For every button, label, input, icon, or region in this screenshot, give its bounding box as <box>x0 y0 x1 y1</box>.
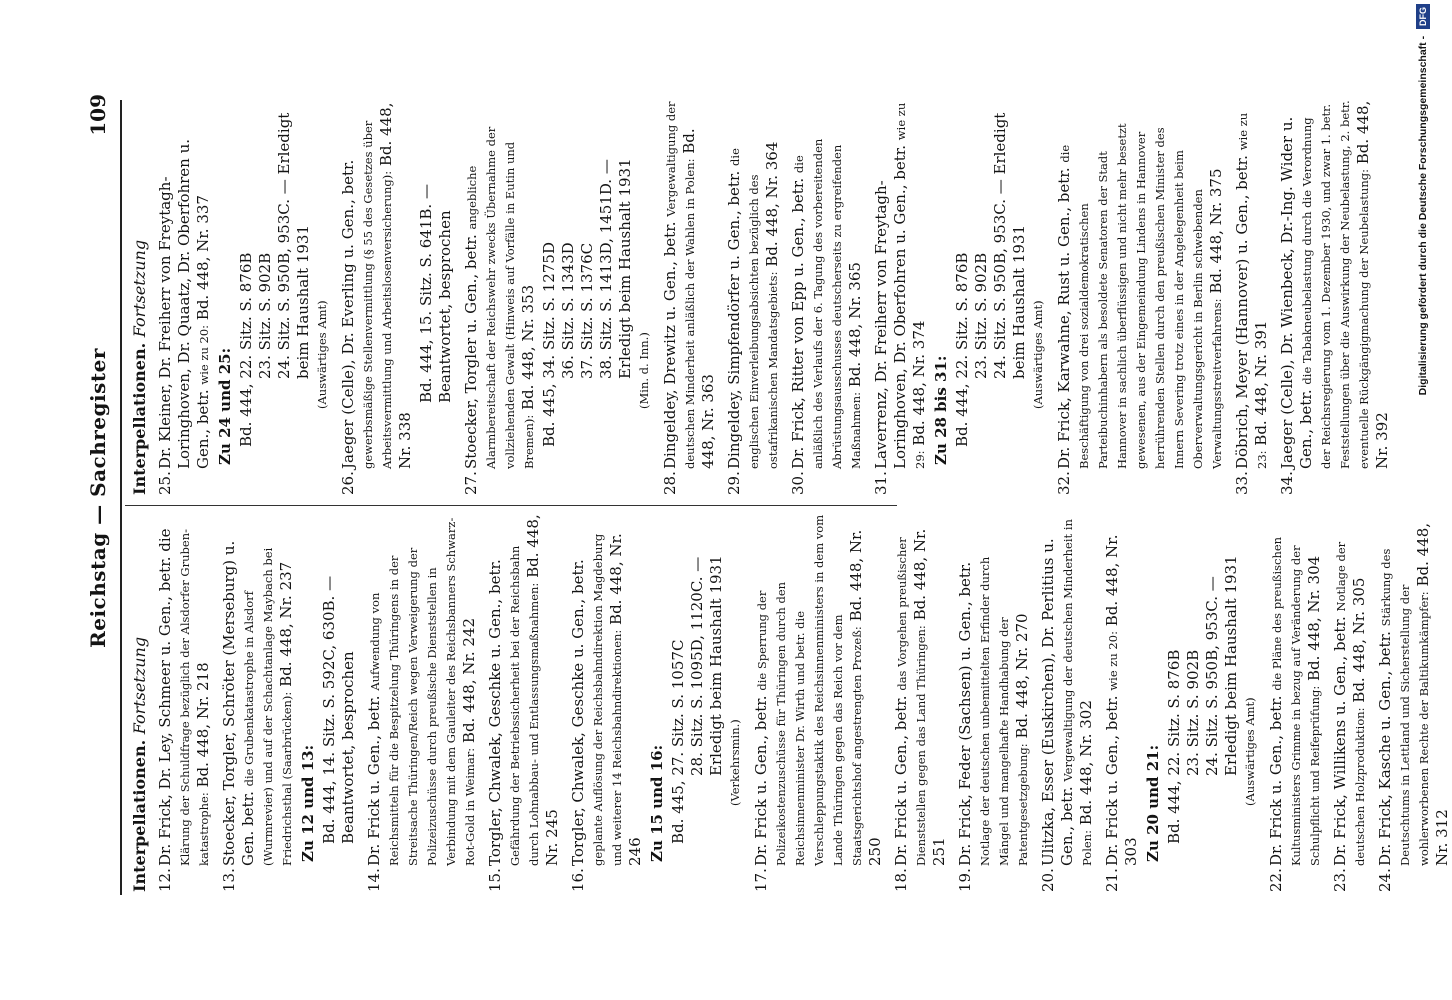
credit-text: Digitalisierung gefördert durch die Deutsche Forschungsgemeinschaft - <box>1417 35 1429 396</box>
entry-21: 21. Dr. Frick u. Gen., betr. wie zu 20: Bd. 448, Nr. 303 <box>1103 534 1140 892</box>
section-heading: Interpellationen. Fortsetzung <box>130 239 149 495</box>
group-label: Zu 24 und 25: <box>216 347 234 465</box>
section-heading: Interpellationen. Fortsetzung <box>130 636 149 892</box>
entry-29: 29. Dingeldey, Simpfendörfer u. Gen., betr. die englischen Einverleibungsabsichten bezüglich des ostafrikanischen Mandatsgebiets: Bd. 448, Nr. 364 <box>725 141 781 495</box>
entry-24: 24. Dr. Frick, Kasche u. Gen., betr. Stärkung des Deutschtums in Lettland und Sicherstellung der wohlerworbenen Rechte der Baltikumkämpfer: Bd. 448, Nr. 312 <box>1376 522 1451 892</box>
entry-16: 16. Torgler, Chwalek, Geschke u. Gen., betr. geplante Auflösung der Reichsbahndirektion Magdeburg und weiterer 14 Reichsbahndirektionen: Bd. 448, Nr. 246 <box>569 533 644 892</box>
column-divider <box>125 505 897 506</box>
entry-17: 17. Dr. Frick u. Gen., betr. die Sperrung der Polizeikostenzuschüsse für Thüringen durch den Reichsinnenminister Dr. Wirth und betr. die Verschleppungstaktik des Reichsinnenministers in dem vom Lande Thüringen gegen das Reich vor dem Staatsgerichtshof angestrengten Prozeß: Bd. 448, Nr. 250 <box>752 514 884 892</box>
session-ref: Bd. 444, 22. Sitz. S. 876B 23. Sitz. S. 902B 24. Sitz. S. 950B, 953C. — Erledigt beim Haushalt 1931 (Auswärtiges Amt) <box>237 112 329 447</box>
page-title: Reichstag — Sachregister <box>86 348 110 648</box>
right-column <box>130 100 1392 495</box>
entry-26: 26. Jaeger (Celle), Dr. Everling u. Gen., betr. gewerbsmäßige Stellenvermittlung (§ 55 des Gesetzes über Arbeitsvermittlung und Arbeitslosenversicherung): Bd. 448, Nr. 338 <box>339 102 414 495</box>
entry-22: 22. Dr. Frick u. Gen., betr. die Pläne des preußischen Kultusministers Grimme in bezug auf Veränderung der Schulpflicht und Reifeprüfung: Bd. 448, Nr. 304 <box>1267 536 1323 892</box>
session-ref: Bd. 445, 34. Sitz. S. 1275D 36. Sitz. S. 1343D 37. Sitz. S. 1376C 38. Sitz. S. 1413D, 1451D. — Erledigt beim Haushalt 1931 (Min. d. Inn.) <box>540 158 651 447</box>
header-rule <box>120 100 122 895</box>
entry-12: 12. Dr. Frick, Dr. Ley, Schmeer u. Gen., betr. die Klärung der Schuldfrage bezüglich der Alsdorfer Gruben-katastrophe: Bd. 448, Nr. 218 <box>156 528 212 892</box>
digitization-credit <box>1412 0 1434 1000</box>
entry-15: 15. Torgler, Chwalek, Geschke u. Gen., betr. Gefährdung der Betriebssicherheit bei der Reichsbahn durch Lohnabbau- und Entlassungsmaßnahmen: Bd. 448, Nr. 245 <box>486 514 561 892</box>
session-ref: Bd. 444, 22. Sitz. S. 876B 23. Sitz. S. 902B 24. Sitz. S. 950B, 953C. — Erledigt beim Haushalt 1931 (Auswärtiges Amt) <box>953 112 1045 447</box>
session-ref: Bd. 444, 15. Sitz. S. 641B. — Beantwortet, besprochen <box>417 184 454 403</box>
entry-14: 14. Dr. Frick u. Gen., betr. Aufwendung von Reichsmitteln für die Bespitzelung Thüringens in der Streitsache Thüringen/Reich wegen Verweigerung der Polizeizuschüsse durch preußische Dienststellen in Verbindung mit dem Gauleiter des Reichsbanners Schwarz-Rot-Gold in Weimar: Bd. 448, Nr. 242 <box>365 517 478 892</box>
entry-19: 19. Dr. Frick, Feder (Sachsen) u. Gen., betr. Notlage der deutschen unbemittelten Erfinder durch Mängel und mangelhafte Handhabung der Patentgesetzgebung: Bd. 448, Nr. 270 <box>956 556 1031 892</box>
entry-13: 13. Stoecker, Torgler, Schröter (Merseburg) u. Gen. betr. die Grubenkatastrophe in Alsdorf (Wurmrevier) und auf der Schachtanlage Maybach bei Friedrichsthal (Saarbrücken): Bd. 448, Nr. 237 <box>220 540 295 892</box>
entry-23: 23. Dr. Frick, Willikens u. Gen., betr. Notlage der deutschen Holzproduktion: Bd. 448, Nr. 305 <box>1331 541 1368 892</box>
dfg-logo: DFG <box>1416 4 1430 29</box>
group-label: Zu 28 bis 31: <box>932 355 950 465</box>
entry-30: 30. Dr. Frick, Ritter von Epp u. Gen., betr. die anläßlich des Verlaufs der 6. Tagung des vorbereitenden Abrüstungsausschusses deutscherseits zu ergreifenden Maßnahmen: Bd. 448, Nr. 365 <box>789 138 864 495</box>
entry-32: 32. Dr. Frick, Karwahne, Rust u. Gen., betr. die Beschäftigung von drei sozialdemokratischen Parteibuchinhabern als besoldete Senatoren der Stadt Hannover in sachlich überflüssigen und nicht mehr besetzt gewesenen, aus der Eingemeindung Lindens in Hannover herrührenden Stellen durch den preußischen Minister des Innern Severing trotz eines in der Angelegenheit beim Oberverwaltungsgericht in Berlin schwebenden Verwaltungsstreitverfahrens: Bd. 448, Nr. 375 <box>1055 123 1225 495</box>
session-ref: Bd. 444, 14. Sitz. S. 592C, 630B. — Beantwortet, besprochen <box>320 575 357 844</box>
group-label: Zu 20 und 21: <box>1144 744 1162 862</box>
group-label: Zu 12 und 13: <box>299 744 317 862</box>
session-ref: Bd. 444, 22. Sitz. S. 876B 23. Sitz. S. 902B 24. Sitz. S. 950B, 953C. — Erledigt beim Haushalt 1931 (Auswärtiges Amt) <box>1165 555 1257 844</box>
entry-27: 27. Stoecker, Torgler u. Gen., betr. angebliche Alarmbereitschaft der Reichswehr zwecks Übernahme der vollziehenden Gewalt (Hinweis auf Vorfälle in Eutin und Bremen): Bd. 448, Nr. 353 <box>462 126 537 495</box>
entry-20: 20. Ulitzka, Esser (Euskirchen), Dr. Perlitius u. Gen., betr. Vergewaltigung der deutschen Minderheit in Polen: Bd. 448, Nr. 302 <box>1039 519 1095 892</box>
group-label: Zu 15 und 16: <box>648 744 666 862</box>
entry-18: 18. Dr. Frick u. Gen., betr. das Vorgehen preußischer Dienststellen gegen das Land Thüringen: Bd. 448, Nr. 251 <box>892 528 948 892</box>
running-head <box>86 94 114 902</box>
left-column <box>130 512 1452 892</box>
entry-28: 28. Dingeldey, Drewitz u. Gen., betr. Vergewaltigung der deutschen Minderheit anläßlich der Wahlen in Polen: Bd. 448, Nr. 363 <box>661 101 717 495</box>
entry-34: 34. Jaeger (Celle), Dr. Wienbeck, Dr.-Ing. Wider u. Gen., betr. die Tabakneubelastung durch die Verordnung der Reichsregierung vom 1. Dezember 1930, und zwar 1. betr. Feststellungen über die Auswirkung der Neubelastung, 2. betr. eventuelle Rückgängigmachung der Neubelastung: Bd. 448, Nr. 392 <box>1278 100 1391 495</box>
entry-31: 31. Laverrenz, Dr. Freiherr von Freytagh-Loringhoven, Dr. Oberfohren u. Gen., betr. wie zu 29: Bd. 448, Nr. 374 <box>872 102 928 495</box>
page-number: 109 <box>86 94 110 136</box>
entry-25: 25. Dr. Kleiner, Dr. Freiherr von Freytagh-Loringhoven, Dr. Quaatz, Dr. Oberfohren u. Gen., betr. wie zu 20: Bd. 448, Nr. 337 <box>156 138 212 495</box>
entry-33: 33. Döbrich, Meyer (Hannover) u. Gen., betr. wie zu 23: Bd. 448, Nr. 391 <box>1233 112 1270 495</box>
session-ref: Bd. 445, 27. Sitz. S. 1057C 28. Sitz. S. 1095D, 1120C. — Erledigt beim Haushalt 1931 (Verkehrsmin.) <box>669 555 742 844</box>
